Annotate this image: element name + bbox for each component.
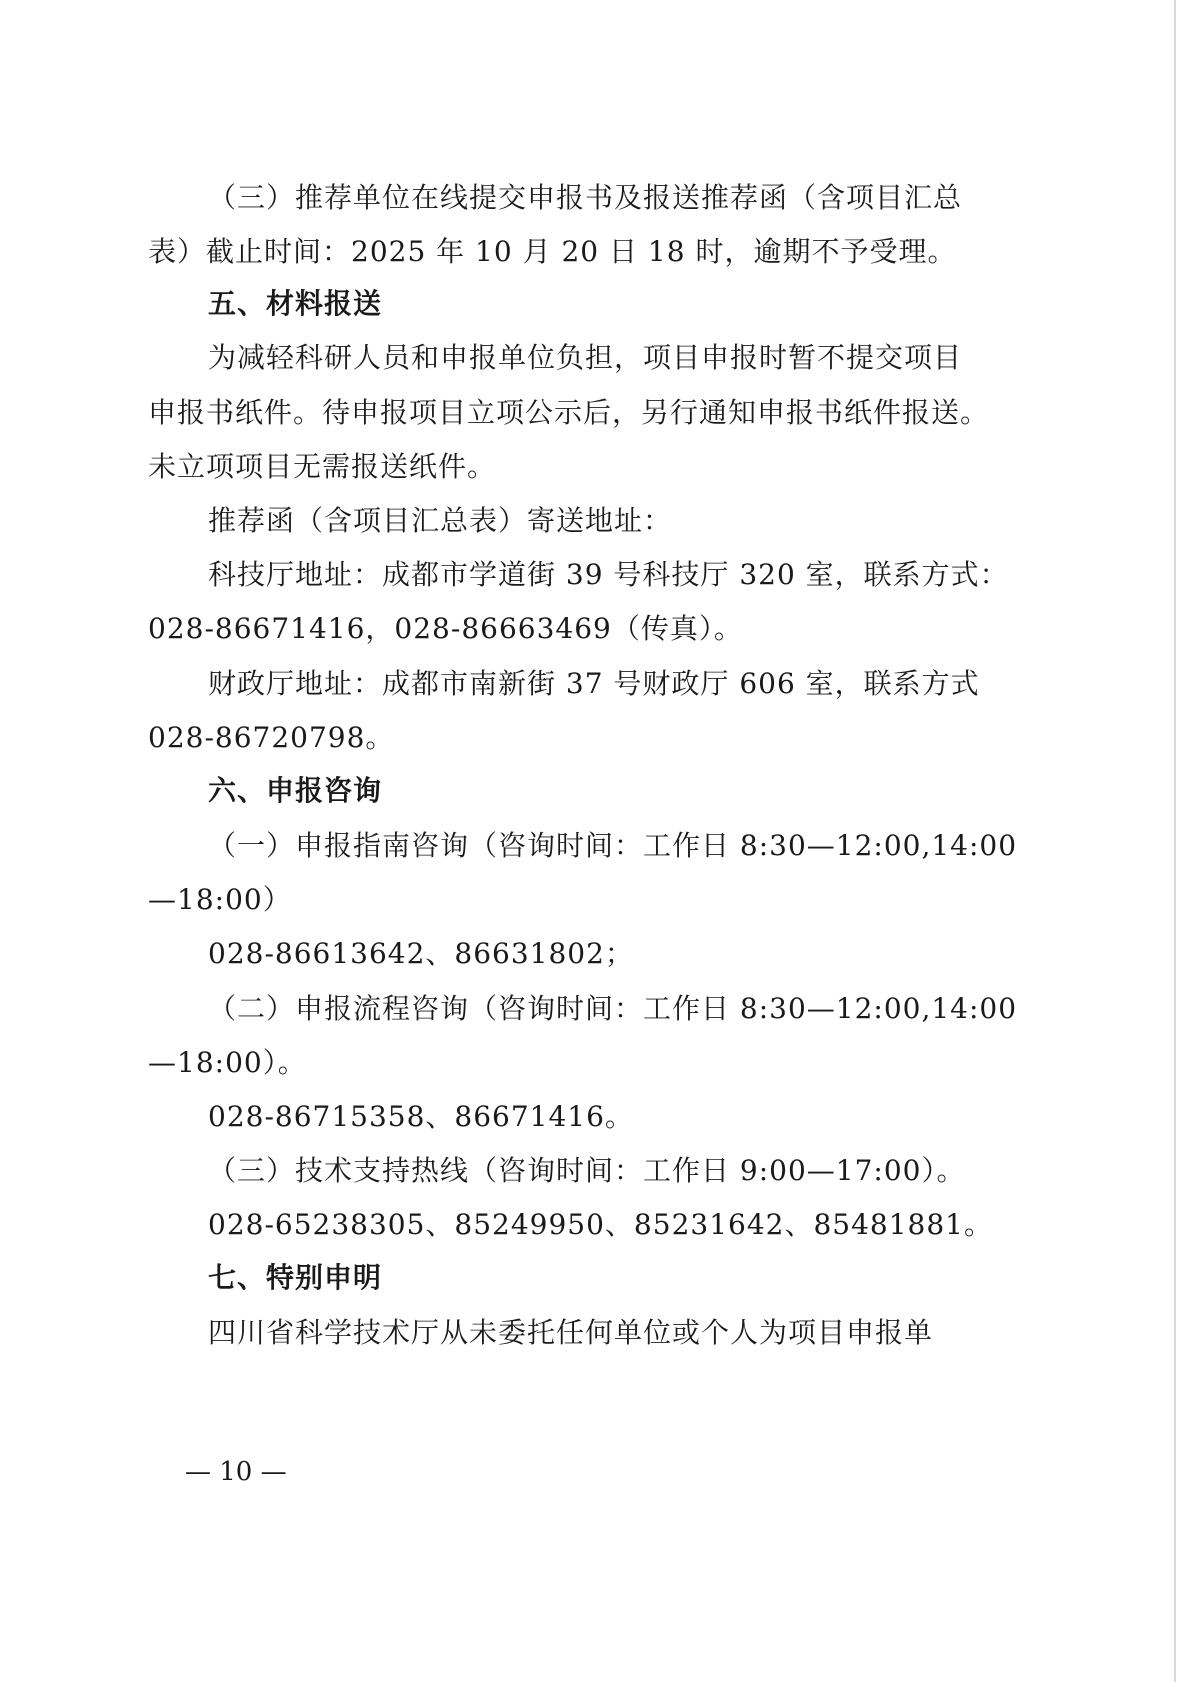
guide-consultation-line-2: —18:00）	[148, 883, 292, 916]
finance-address-line-1: 财政厅地址：成都市南新街 37 号财政厅 606 室，联系方式	[208, 667, 980, 700]
materials-paragraph-line-2: 申报书纸件。待申报项目立项公示后，另行通知申报书纸件报送。	[148, 396, 990, 429]
special-statement-line-1: 四川省科学技术厅从未委托任何单位或个人为项目申报单	[208, 1316, 934, 1349]
process-consultation-line-2: —18:00）。	[148, 1046, 307, 1079]
process-consultation-phones: 028-86715358、86671416。	[208, 1100, 634, 1133]
section-heading-materials: 五、材料报送	[208, 287, 383, 320]
materials-paragraph-line-1: 为减轻科研人员和申报单位负担，项目申报时暂不提交项目	[208, 341, 963, 374]
sci-tech-address-line-1: 科技厅地址：成都市学道街 39 号科技厅 320 室，联系方式：	[208, 558, 1009, 591]
tech-support-phones: 028-65238305、85249950、85231642、85481881。	[208, 1208, 993, 1241]
guide-consultation-phones: 028-86613642、86631802；	[208, 937, 634, 970]
mailing-address-intro: 推荐函（含项目汇总表）寄送地址：	[208, 504, 673, 537]
sci-tech-address-line-2: 028-86671416，028-86663469（传真）。	[148, 612, 743, 645]
page-number: — 10 —	[185, 1457, 287, 1487]
section-heading-special-statement: 七、特别申明	[208, 1261, 383, 1294]
deadline-paragraph-line-2: 表）截止时间：2025 年 10 月 20 日 18 时，逾期不予受理。	[148, 235, 957, 268]
section-heading-consultation: 六、申报咨询	[208, 774, 383, 807]
deadline-paragraph-line-1: （三）推荐单位在线提交申报书及报送推荐函（含项目汇总	[208, 181, 963, 214]
guide-consultation-line-1: （一）申报指南咨询（咨询时间：工作日 8:30—12:00,14:00	[208, 829, 1018, 862]
scan-edge-line	[1174, 0, 1176, 1682]
process-consultation-line-1: （二）申报流程咨询（咨询时间：工作日 8:30—12:00,14:00	[208, 992, 1018, 1025]
materials-paragraph-line-3: 未立项项目无需报送纸件。	[148, 450, 497, 483]
tech-support-line: （三）技术支持热线（咨询时间：工作日 9:00—17:00）。	[208, 1154, 966, 1187]
finance-address-line-2: 028-86720798。	[148, 721, 395, 754]
